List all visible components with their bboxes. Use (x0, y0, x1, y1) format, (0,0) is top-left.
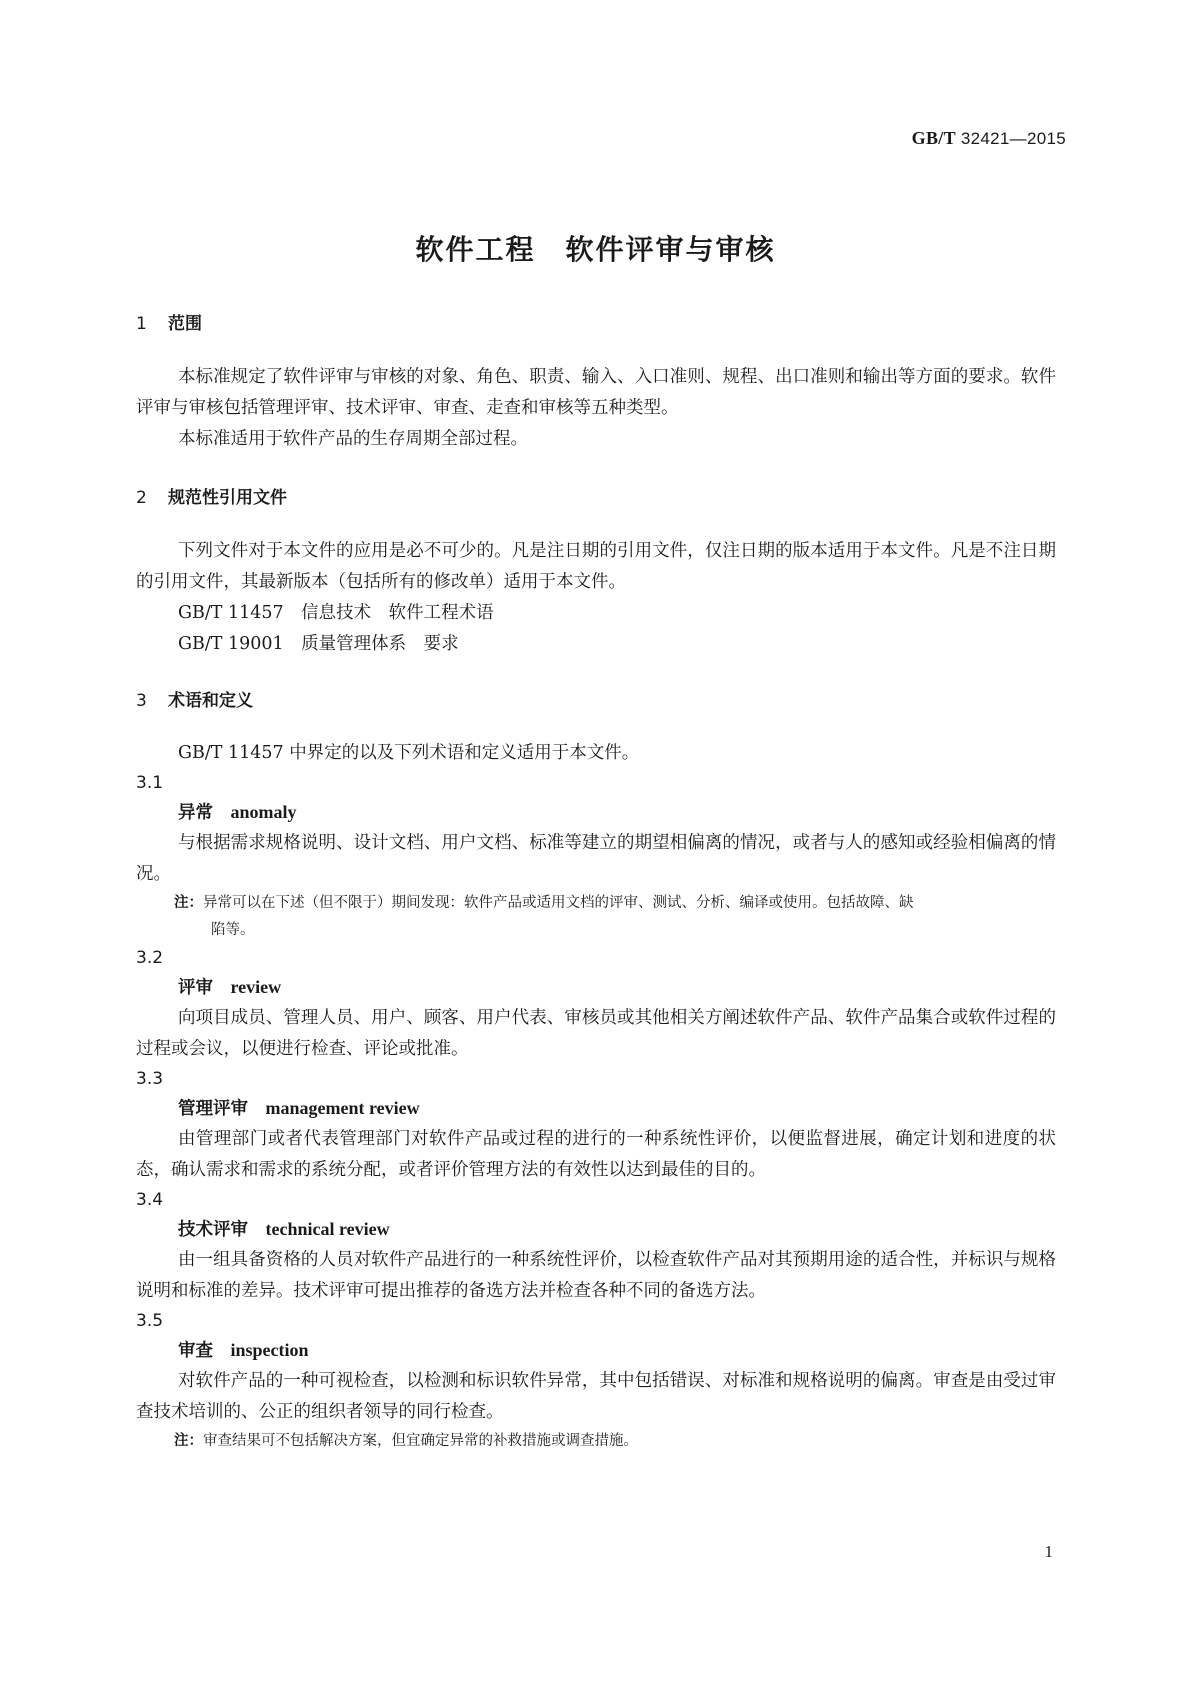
section-3-body (136, 738, 1056, 1455)
term-definition: 对软件产品的一种可视检查，以检测和标识软件异常，其中包括错误、对标准和规格说明的偏离。审查是由受过审查技术培训的、公正的组织者领导的同行检查。 (136, 1371, 1056, 1422)
term-number: 3.3 (136, 1069, 164, 1089)
section-3-heading: 3 术语和定义 (136, 691, 253, 711)
standard-code: 32421—2015 (960, 129, 1066, 148)
term-note: 注：审查结果可不包括解决方案，但宜确定异常的补救措施或调查措施。 (174, 1433, 638, 1449)
term-definition: 由一组具备资格的人员对软件产品进行的一种系统性评价，以检查软件产品对其预期用途的适合性，并标识与规格说明和标准的差异。技术评审可提出推荐的备选方法并检查各种不同的备选方法。 (136, 1250, 1056, 1301)
page-number: 1 (1044, 1542, 1053, 1561)
section-1-paragraph-1: 本标准规定了软件评审与审核的对象、角色、职责、输入、入口准则、规程、出口准则和输出等方面的要求。软件评审与审核包括管理评审、技术评审、审查、走查和审核等五种类型。 (136, 367, 1056, 418)
section-2-body (136, 536, 1056, 660)
term-note: 注：异常可以在下述（但不限于）期间发现：软件产品或适用文档的评审、测试、分析、编译或使用。包括故障、缺 陷等。 (174, 895, 914, 938)
normative-reference: GB/T 11457 信息技术 软件工程术语 (178, 603, 494, 623)
term-name: 技术评审 technical review (178, 1219, 390, 1240)
term-name: 管理评审 management review (178, 1098, 420, 1119)
term-number: 3.4 (136, 1190, 164, 1210)
section-3-intro: GB/T 11457 中界定的以及下列术语和定义适用于本文件。 (178, 743, 640, 763)
term-name: 评审 review (178, 977, 282, 998)
normative-reference: GB/T 19001 质量管理体系 要求 (178, 634, 459, 654)
document-title: 软件工程 软件评审与审核 (415, 233, 776, 266)
standard-number (912, 128, 1066, 149)
section-2-heading: 2 规范性引用文件 (136, 488, 287, 508)
term-number: 3.1 (136, 773, 164, 793)
section-2-paragraph-1: 下列文件对于本文件的应用是必不可少的。凡是注日期的引用文件，仅注日期的版本适用于本文件。凡是不注日期的引用文件，其最新版本（包括所有的修改单）适用于本文件。 (136, 541, 1056, 592)
term-number: 3.2 (136, 948, 164, 968)
term-number: 3.5 (136, 1311, 164, 1331)
section-1-heading: 1 范围 (136, 314, 202, 334)
term-definition: 由管理部门或者代表管理部门对软件产品或过程的进行的一种系统性评价，以便监督进展，确定计划和进度的状态，确认需求和需求的系统分配，或者评价管理方法的有效性以达到最佳的目的。 (136, 1129, 1056, 1180)
term-name: 审查 inspection (178, 1340, 309, 1361)
section-1-paragraph-2: 本标准适用于软件产品的生存周期全部过程。 (178, 429, 528, 449)
term-definition: 向项目成员、管理人员、用户、顾客、用户代表、审核员或其他相关方阐述软件产品、软件产品集合或软件过程的过程或会议，以便进行检查、评论或批准。 (136, 1008, 1056, 1059)
section-1-body (136, 362, 1056, 455)
term-definition: 与根据需求规格说明、设计文档、用户文档、标准等建立的期望相偏离的情况，或者与人的感知或经验相偏离的情况。 (136, 833, 1056, 884)
term-name: 异常 anomaly (178, 802, 297, 823)
standard-prefix: GB/T (911, 128, 956, 148)
